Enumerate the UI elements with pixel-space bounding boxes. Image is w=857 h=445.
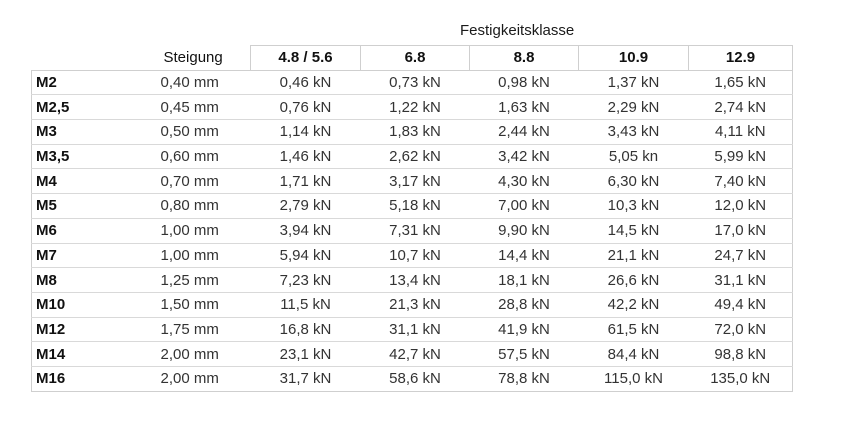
load-value-cell: 9,90 kN — [470, 218, 579, 243]
load-value-cell: 57,5 kN — [470, 342, 579, 367]
load-value-cell: 24,7 kN — [689, 243, 793, 268]
thread-size-cell: M7 — [32, 243, 159, 268]
load-value-cell: 1,63 kN — [470, 95, 579, 120]
load-value-cell: 31,1 kN — [689, 268, 793, 293]
table-row — [32, 120, 793, 145]
load-value-cell: 42,7 kN — [361, 342, 470, 367]
thread-load-table — [31, 45, 793, 392]
class-header: 6.8 — [361, 46, 470, 71]
thread-size-cell: M2,5 — [32, 95, 159, 120]
pitch-cell: 1,00 mm — [159, 243, 251, 268]
pitch-cell: 0,70 mm — [159, 169, 251, 194]
load-value-cell: 11,5 kN — [251, 292, 361, 317]
load-value-cell: 6,30 kN — [579, 169, 689, 194]
thread-size-cell: M6 — [32, 218, 159, 243]
load-value-cell: 0,46 kN — [251, 70, 361, 95]
table-row — [32, 342, 793, 367]
pitch-cell: 2,00 mm — [159, 366, 251, 391]
load-value-cell: 1,14 kN — [251, 120, 361, 145]
load-value-cell: 78,8 kN — [470, 366, 579, 391]
thread-size-cell: M3 — [32, 120, 159, 145]
load-value-cell: 49,4 kN — [689, 292, 793, 317]
load-value-cell: 1,83 kN — [361, 120, 470, 145]
load-value-cell: 31,1 kN — [361, 317, 470, 342]
load-value-cell: 1,46 kN — [251, 144, 361, 169]
header-row — [32, 46, 793, 71]
load-value-cell: 5,18 kN — [361, 194, 470, 219]
table-row — [32, 243, 793, 268]
load-value-cell: 41,9 kN — [470, 317, 579, 342]
load-value-cell: 2,29 kN — [579, 95, 689, 120]
pitch-cell: 0,80 mm — [159, 194, 251, 219]
load-value-cell: 10,7 kN — [361, 243, 470, 268]
load-value-cell: 3,17 kN — [361, 169, 470, 194]
load-value-cell: 16,8 kN — [251, 317, 361, 342]
load-value-cell: 7,31 kN — [361, 218, 470, 243]
load-value-cell: 23,1 kN — [251, 342, 361, 367]
load-value-cell: 5,05 kn — [579, 144, 689, 169]
table-row — [32, 292, 793, 317]
table-row — [32, 169, 793, 194]
pitch-cell: 1,00 mm — [159, 218, 251, 243]
load-value-cell: 135,0 kN — [689, 366, 793, 391]
load-value-cell: 0,98 kN — [470, 70, 579, 95]
thread-size-cell: M2 — [32, 70, 159, 95]
load-value-cell: 26,6 kN — [579, 268, 689, 293]
load-value-cell: 7,00 kN — [470, 194, 579, 219]
load-value-cell: 0,76 kN — [251, 95, 361, 120]
table-row — [32, 144, 793, 169]
strength-class-title: Festigkeitsklasse — [460, 22, 575, 39]
thread-size-cell: M8 — [32, 268, 159, 293]
size-header — [32, 46, 159, 71]
table-row — [32, 218, 793, 243]
table-row — [32, 194, 793, 219]
pitch-cell: 0,45 mm — [159, 95, 251, 120]
table-row — [32, 95, 793, 120]
pitch-cell: 0,50 mm — [159, 120, 251, 145]
load-value-cell: 58,6 kN — [361, 366, 470, 391]
load-value-cell: 98,8 kN — [689, 342, 793, 367]
load-value-cell: 10,3 kN — [579, 194, 689, 219]
table-body — [32, 70, 793, 391]
load-value-cell: 12,0 kN — [689, 194, 793, 219]
load-value-cell: 5,99 kN — [689, 144, 793, 169]
load-value-cell: 14,5 kN — [579, 218, 689, 243]
load-value-cell: 1,37 kN — [579, 70, 689, 95]
thread-size-cell: M4 — [32, 169, 159, 194]
table-row — [32, 317, 793, 342]
class-header: 8.8 — [470, 46, 579, 71]
pitch-cell: 1,75 mm — [159, 317, 251, 342]
table-row — [32, 70, 793, 95]
load-value-cell: 5,94 kN — [251, 243, 361, 268]
load-value-cell: 4,11 kN — [689, 120, 793, 145]
load-value-cell: 0,73 kN — [361, 70, 470, 95]
load-value-cell: 7,23 kN — [251, 268, 361, 293]
load-value-cell: 3,42 kN — [470, 144, 579, 169]
thread-size-cell: M10 — [32, 292, 159, 317]
thread-size-cell: M12 — [32, 317, 159, 342]
pitch-header: Steigung — [163, 49, 223, 67]
pitch-cell: 1,25 mm — [159, 268, 251, 293]
load-value-cell: 1,71 kN — [251, 169, 361, 194]
load-value-cell: 4,30 kN — [470, 169, 579, 194]
load-value-cell: 2,62 kN — [361, 144, 470, 169]
load-value-cell: 31,7 kN — [251, 366, 361, 391]
load-value-cell: 42,2 kN — [579, 292, 689, 317]
class-header: 10.9 — [579, 46, 689, 71]
pitch-cell: 2,00 mm — [159, 342, 251, 367]
thread-size-cell: M14 — [32, 342, 159, 367]
load-value-cell: 28,8 kN — [470, 292, 579, 317]
load-value-cell: 3,43 kN — [579, 120, 689, 145]
load-value-cell: 14,4 kN — [470, 243, 579, 268]
thread-size-cell: M16 — [32, 366, 159, 391]
pitch-cell: 0,60 mm — [159, 144, 251, 169]
load-value-cell: 2,79 kN — [251, 194, 361, 219]
load-value-cell: 7,40 kN — [689, 169, 793, 194]
load-value-cell: 3,94 kN — [251, 218, 361, 243]
load-value-cell: 13,4 kN — [361, 268, 470, 293]
load-value-cell: 17,0 kN — [689, 218, 793, 243]
load-value-cell: 2,74 kN — [689, 95, 793, 120]
class-header: 12.9 — [689, 46, 793, 71]
load-value-cell: 21,1 kN — [579, 243, 689, 268]
load-value-cell: 1,22 kN — [361, 95, 470, 120]
load-value-cell: 84,4 kN — [579, 342, 689, 367]
load-value-cell: 1,65 kN — [689, 70, 793, 95]
load-value-cell: 18,1 kN — [470, 268, 579, 293]
load-value-cell: 61,5 kN — [579, 317, 689, 342]
pitch-cell: 1,50 mm — [159, 292, 251, 317]
table-row — [32, 268, 793, 293]
class-header: 4.8 / 5.6 — [251, 46, 361, 71]
thread-size-cell: M5 — [32, 194, 159, 219]
load-value-cell: 2,44 kN — [470, 120, 579, 145]
table-row — [32, 366, 793, 391]
load-value-cell: 21,3 kN — [361, 292, 470, 317]
pitch-cell: 0,40 mm — [159, 70, 251, 95]
load-value-cell: 72,0 kN — [689, 317, 793, 342]
load-value-cell: 115,0 kN — [579, 366, 689, 391]
thread-size-cell: M3,5 — [32, 144, 159, 169]
